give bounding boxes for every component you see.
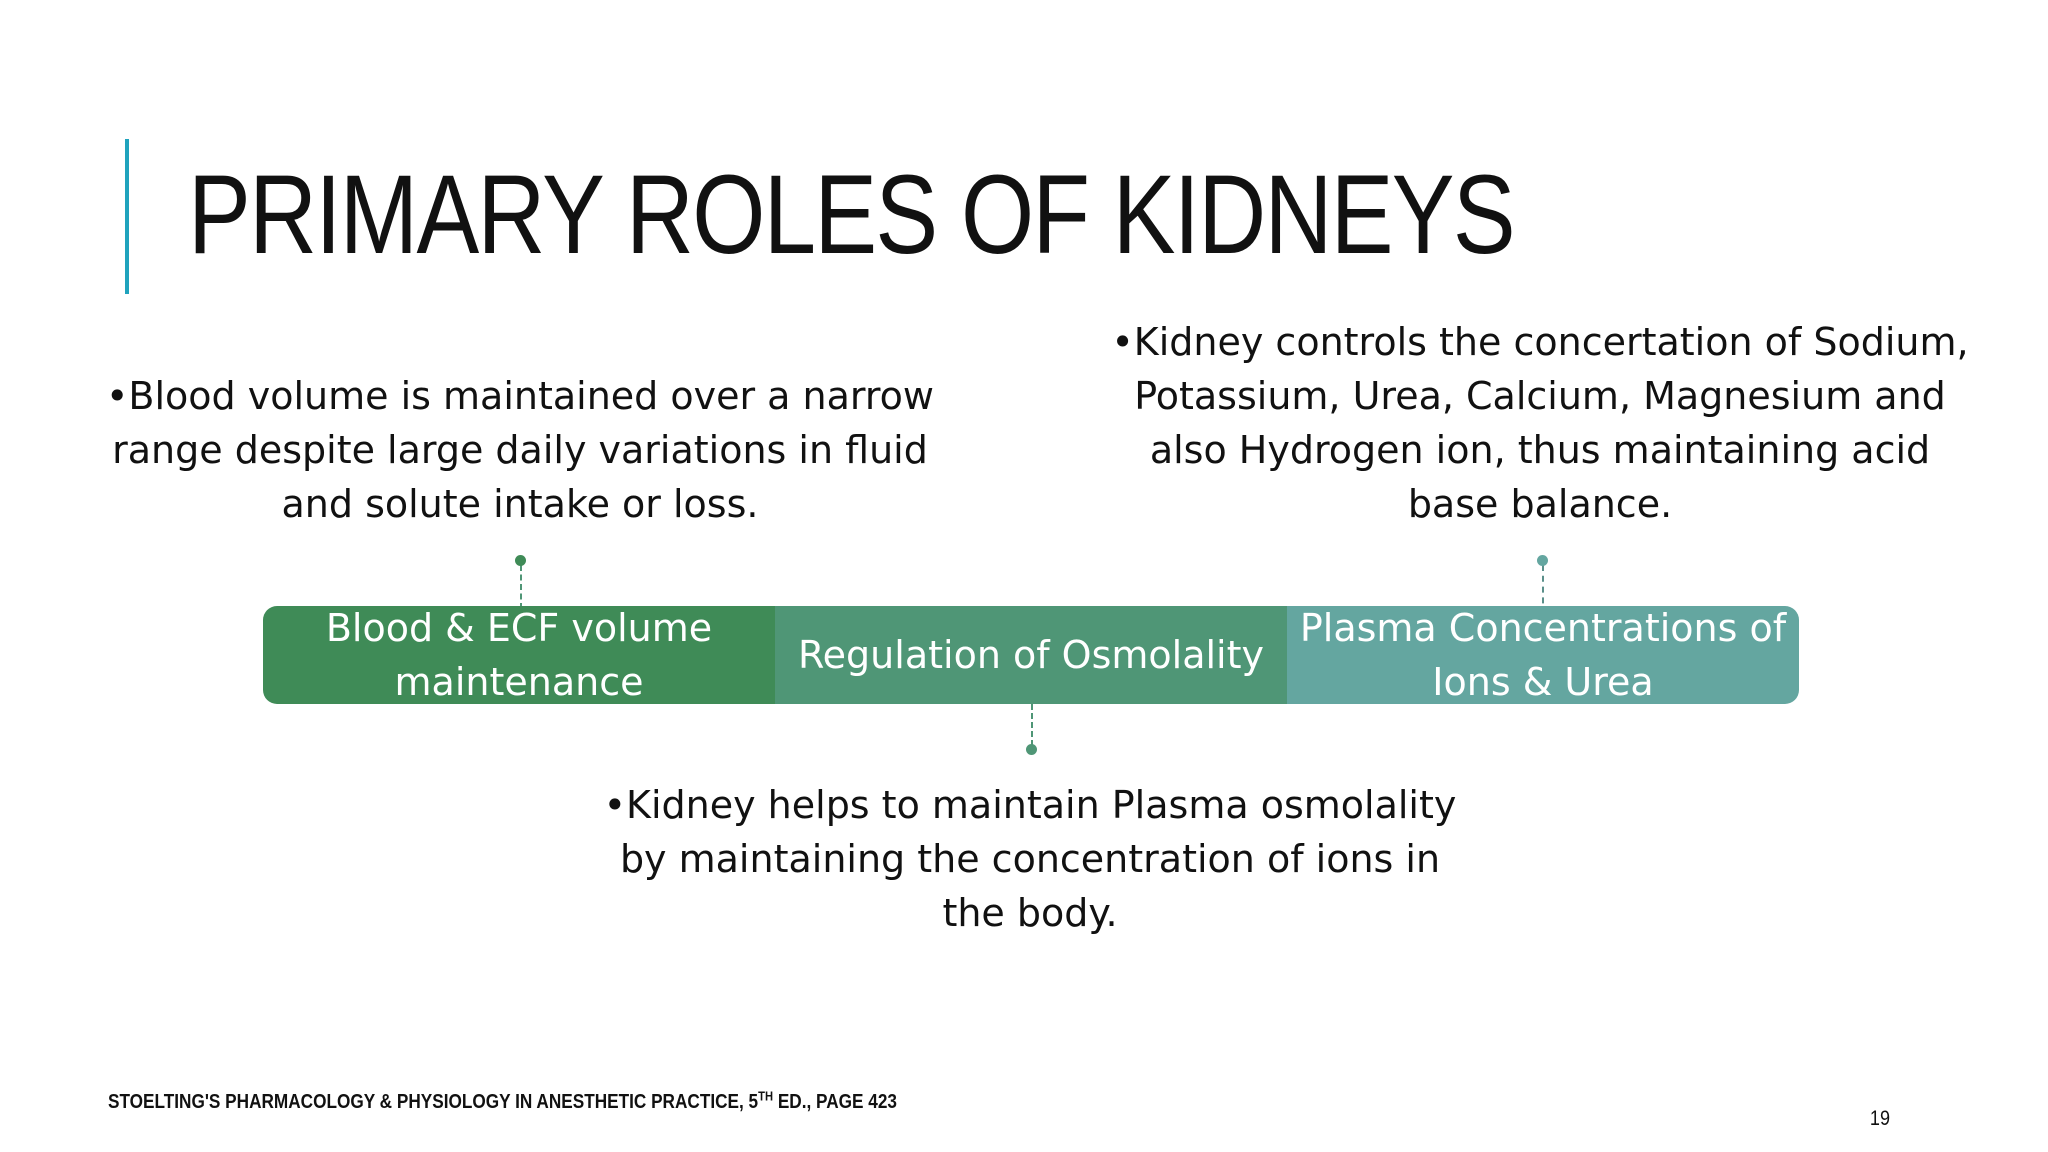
citation-text-end: ED., PAGE 423 xyxy=(773,1091,897,1113)
slide-title: PRIMARY ROLES OF KIDNEYS xyxy=(188,152,1514,277)
page-number: 19 xyxy=(1869,1107,1890,1130)
note-ion-concentration: •Kidney controls the concertation of Sodium, Potassium, Urea, Calcium, Magnesium and also Hydrogen ion, thus maintaining acid base balance. xyxy=(1111,320,1969,526)
citation xyxy=(108,1090,897,1114)
roles-band xyxy=(263,606,1799,704)
connector-dot-right xyxy=(1537,555,1548,566)
connector-left xyxy=(520,565,522,609)
connector-bottom xyxy=(1031,704,1033,746)
note-blood-volume: •Blood volume is maintained over a narrow range despite large daily variations in fluid and solute intake or loss. xyxy=(105,374,934,526)
citation-text-start: STOELTING'S PHARMACOLOGY & PHYSIOLOGY IN ANESTHETIC PRACTICE, 5 xyxy=(108,1091,759,1113)
note-osmolality: •Kidney helps to maintain Plasma osmolality by maintaining the concentration of ions in the body. xyxy=(603,783,1457,935)
segment-osmolality: Regulation of Osmolality xyxy=(775,606,1287,704)
connector-dot-left xyxy=(515,555,526,566)
citation-superscript: TH xyxy=(758,1088,774,1104)
connector-dot-bottom xyxy=(1026,744,1037,755)
title-accent-bar xyxy=(125,139,129,294)
segment-plasma-concentrations: Plasma Concentrations of Ions & Urea xyxy=(1287,606,1799,704)
segment-blood-ecf-volume: Blood & ECF volume maintenance xyxy=(263,606,775,704)
